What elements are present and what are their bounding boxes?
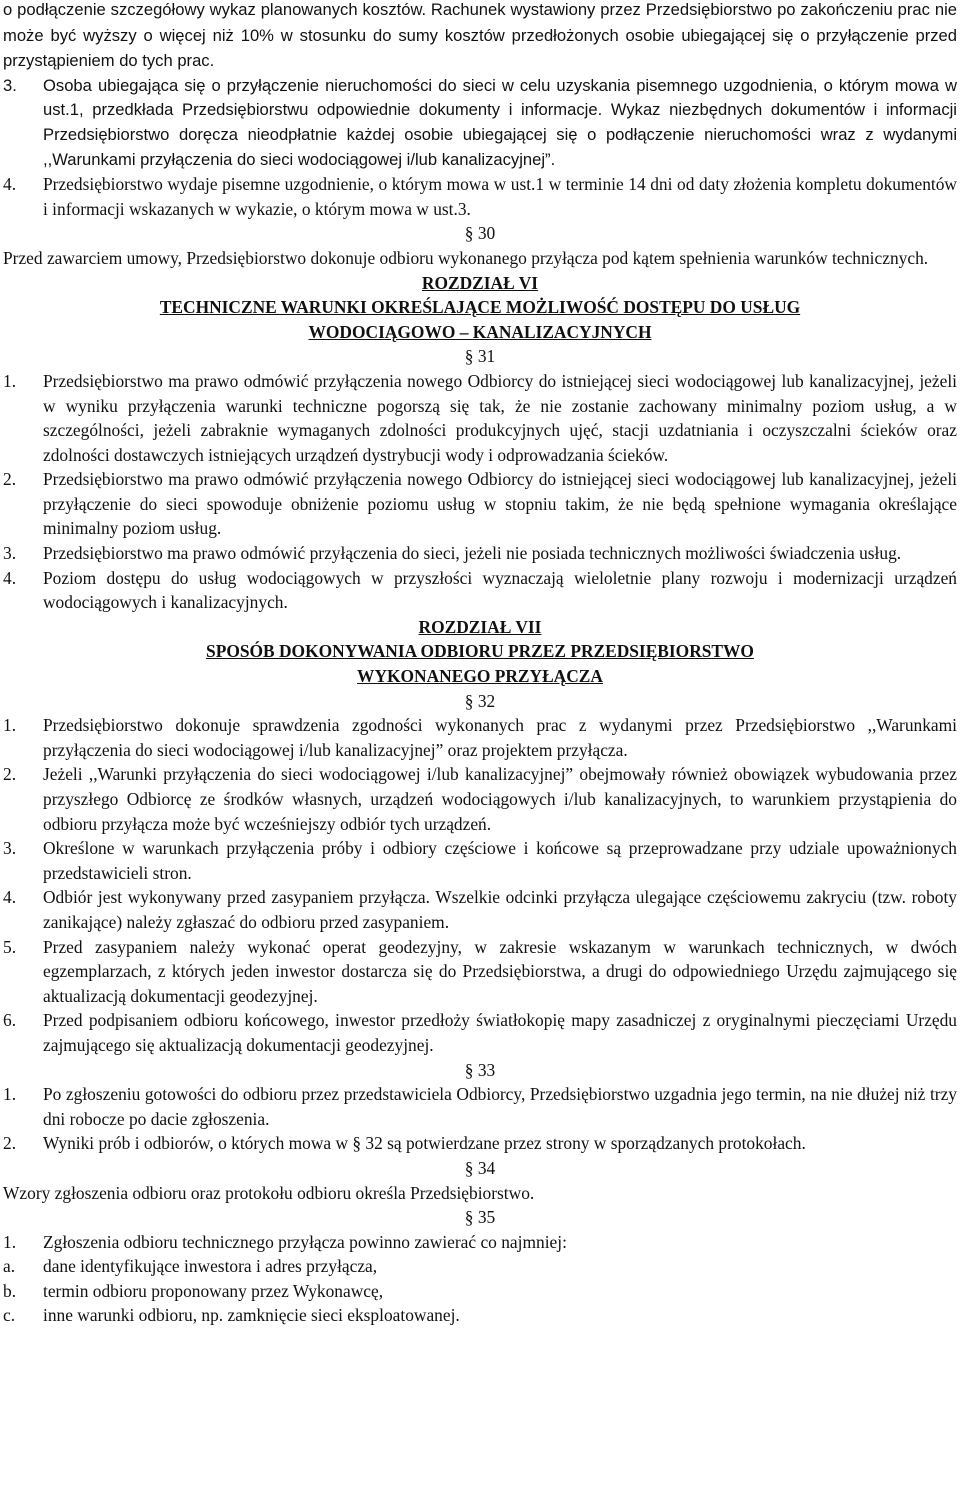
intro-line-continued: Rachunek wystawiony przez Przedsiębiorstwo po zakończeniu prac nie może być wyższy o więcej niż 10% w stosunku do sumy kosztów przedłożonych osobie ubiegającej się o przyłączenie przed przystąpieniem do tych prac. xyxy=(3,0,958,71)
intro-line-start: o podłączenie szczegółowy wykaz planowanych kosztów. xyxy=(3,0,427,19)
list-item: 4. Odbiór jest wykonywany przed zasypaniem przyłącza. Wszelkie odcinki przyłącza ulegające częściowemu zakryciu (tzw. roboty zanikające) należy zgłaszać do odbioru przed zasypaniem. xyxy=(3,887,957,932)
section-heading: § 31 xyxy=(464,346,496,367)
list-item: 2. Przedsiębiorstwo ma prawo odmówić przyłączenia nowego Odbiorcy do istniejącej sieci wodociągowej lub kanalizacyjnej, jeżeli przyłączenie do sieci spowoduje obniżenie poziomu usług w stopniu takim, że nie będą spełnione wymagania określające minimalny poziom usług. xyxy=(3,469,957,539)
list-item: 2. Jeżeli ,,Warunki przyłączenia do sieci wodociągowej i/lub kanalizacyjnej” obejmowały również obowiązek wybudowania przez przyszłego Odbiorcę ze środków własnych, urządzeń wodociągowych i/lub kanalizacyjnych, to warunkiem przystąpienia do odbioru przyłącza może być wcześniejszy odbiór tych urządzeń. xyxy=(3,764,957,834)
sub-list-item: b. termin odbioru proponowany przez Wykonawcę, xyxy=(3,1280,384,1301)
section-heading: § 35 xyxy=(464,1207,496,1228)
list-item: 1. Przedsiębiorstwo ma prawo odmówić przyłączenia nowego Odbiorcy do istniejącej sieci wodociągowej lub kanalizacyjnej, jeżeli w wyniku przyłączenia warunki techniczne pogorszą się tak, że nie zostanie zachowany minimalny poziom usług, a w szczególności, jeżeli zabraknie wymaganych zdolności produkcyjnych ujęć, stacji uzdatniania i oczyszczalni ścieków oraz zdolności dostawczych istniejących urządzeń dystrybucji wody i odprowadzania ścieków. xyxy=(3,370,957,465)
intro-paragraph xyxy=(3,0,957,74)
section-heading: § 33 xyxy=(464,1059,496,1080)
chapter-subtitle: TECHNICZNE WARUNKI OKREŚLAJĄCE MOŻLIWOŚĆ DOSTĘPU DO USŁUG xyxy=(159,297,801,318)
list-item: 4. Przedsiębiorstwo wydaje pisemne uzgodnienie, o którym mowa w ust.1 w terminie 14 dni od daty złożenia kompletu dokumentów i informacji wskazanych w wykazie, o którym mowa w ust.3. xyxy=(3,174,957,219)
list-item: 4. Poziom dostępu do usług wodociągowych w przyszłości wyznaczają wieloletnie plany rozwoju i modernizacji urządzeń wodociągowych i kanalizacyjnych. xyxy=(3,567,957,613)
list-item: 6. Przed podpisaniem odbioru końcowego, inwestor przedłoży światłokopię mapy zasadniczej z oryginalnymi pieczęciami Urzędu zajmującego się aktualizacją dokumentacji geodezyjnej. xyxy=(3,1010,957,1055)
list-item: 3. Określone w warunkach przyłączenia próby i odbiory częściowe i końcowe są przeprowadzane przy udziale upoważnionych przedstawicieli stron. xyxy=(3,838,957,883)
list-item: 2. Wyniki prób i odbiorów, o których mowa w § 32 są potwierdzane przez strony w sporządzanych protokołach. xyxy=(3,1133,806,1154)
sub-list-item: c. inne warunki odbioru, np. zamknięcie sieci eksploatowanej. xyxy=(3,1305,460,1326)
chapter-title: ROZDZIAŁ VII xyxy=(418,616,542,637)
sub-list-item: a. dane identyfikujące inwestora i adres przyłącza, xyxy=(3,1256,378,1277)
section-heading: § 32 xyxy=(464,690,496,711)
list-item: 3. Osoba ubiegająca się o przyłączenie nieruchomości do sieci w celu uzyskania pisemnego uzgodnienia, o którym mowa w ust.1, przedkłada Przedsiębiorstwu odpowiednie dokumenty i informacje. Wykaz niezbędnych dokumentów i informacji Przedsiębiorstwo doręcza nieodpłatnie każdej osobie ubiegającej się o podłączenie nieruchomości wraz z wydanymi ,,Warunkami przyłączenia do sieci wodociągowej i/lub kanalizacyjnej”. xyxy=(3,75,957,169)
paragraph: Przed zawarciem umowy, Przedsiębiorstwo dokonuje odbioru wykonanego przyłącza pod kątem spełnienia warunków technicznych. xyxy=(3,247,929,268)
section-heading: § 34 xyxy=(464,1157,496,1178)
chapter-subtitle: SPOSÓB DOKONYWANIA ODBIORU PRZEZ PRZEDSIĘBIORSTWO xyxy=(206,641,754,662)
chapter-title: ROZDZIAŁ VI xyxy=(421,272,539,293)
paragraph: Wzory zgłoszenia odbioru oraz protokołu odbioru określa Przedsiębiorstwo. xyxy=(3,1182,535,1203)
list-item: 5. Przed zasypaniem należy wykonać operat geodezyjny, w zakresie wskazanym w warunkach technicznych, w dwóch egzemplarzach, z których jeden inwestor dostarcza się do Przedsiębiorstwa, a drugi do odpowiedniego Urzędu zajmującego się aktualizacją dokumentacji geodezyjnej. xyxy=(3,936,957,1006)
chapter-subtitle: WYKONANEGO PRZYŁĄCZA xyxy=(357,666,603,687)
list-item: 1. Po zgłoszeniu gotowości do odbioru przez przedstawiciela Odbiorcy, Przedsiębiorstwo uzgadnia jego termin, na nie dłużej niż trzy dni robocze po dacie zgłoszenia. xyxy=(3,1084,957,1129)
section-heading: § 30 xyxy=(464,223,496,244)
chapter-subtitle: WODOCIĄGOWO – KANALIZACYJNYCH xyxy=(308,321,652,342)
list-item: 1. Przedsiębiorstwo dokonuje sprawdzenia zgodności wykonanych prac z wydanymi przez Przedsiębiorstwo ,,Warunkami przyłączenia do sieci wodociągowej i/lub kanalizacyjnej” oraz projektem przyłącza. xyxy=(3,715,957,760)
list-item: 1. Zgłoszenia odbioru technicznego przyłącza powinno zawierać co najmniej: xyxy=(3,1231,567,1252)
list-item: 3. Przedsiębiorstwo ma prawo odmówić przyłączenia do sieci, jeżeli nie posiada technicznych możliwości świadczenia usług. xyxy=(3,543,902,564)
